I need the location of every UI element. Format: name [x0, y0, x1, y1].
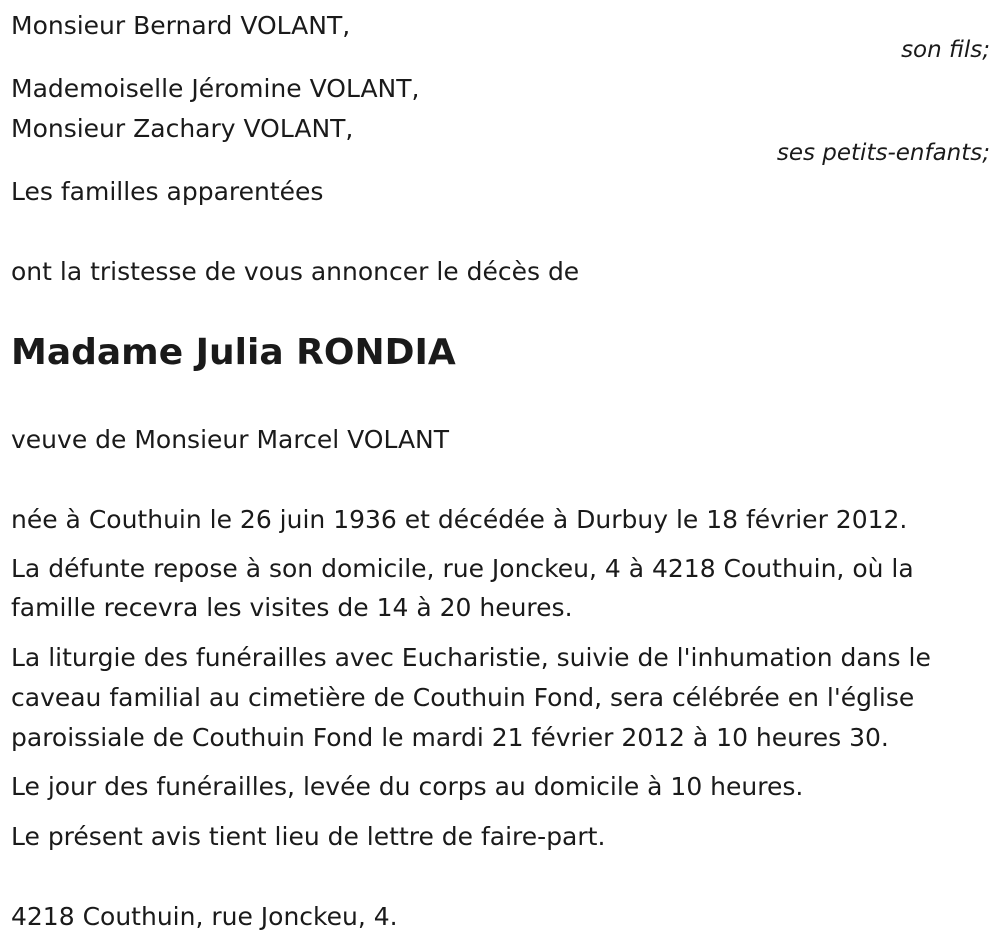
- widow-of: veuve de Monsieur Marcel VOLANT: [11, 425, 450, 454]
- grandchildren-role: ses petits-enfants;: [776, 140, 990, 166]
- repose-line-1: La défunte repose à son domicile, rue Jonckeu, 4 à 4218 Couthuin, où la: [11, 554, 914, 583]
- grandchild-name-2: Monsieur Zachary VOLANT,: [11, 114, 354, 143]
- birth-death: née à Couthuin le 26 juin 1936 et décédée à Durbuy le 18 février 2012.: [11, 505, 908, 534]
- announcement: ont la tristesse de vous annoncer le décès de: [11, 257, 580, 286]
- deceased-name: Madame Julia RONDIA: [11, 332, 456, 373]
- grandchild-name-1: Mademoiselle Jéromine VOLANT,: [11, 74, 420, 103]
- levee: Le jour des funérailles, levée du corps au domicile à 10 heures.: [11, 772, 804, 801]
- liturgy-line-2: caveau familial au cimetière de Couthuin Fond, sera célébrée en l'église: [11, 683, 915, 712]
- son-role: son fils;: [901, 37, 990, 63]
- notice: Le présent avis tient lieu de lettre de faire-part.: [11, 822, 606, 851]
- relatives: Les familles apparentées: [11, 177, 324, 206]
- address: 4218 Couthuin, rue Jonckeu, 4.: [11, 902, 398, 931]
- liturgy-line-3: paroissiale de Couthuin Fond le mardi 21 février 2012 à 10 heures 30.: [11, 723, 889, 752]
- liturgy-line-1: La liturgie des funérailles avec Eucharistie, suivie de l'inhumation dans le: [11, 643, 931, 672]
- son-name: Monsieur Bernard VOLANT,: [11, 11, 351, 40]
- repose-line-2: famille recevra les visites de 14 à 20 heures.: [11, 593, 573, 622]
